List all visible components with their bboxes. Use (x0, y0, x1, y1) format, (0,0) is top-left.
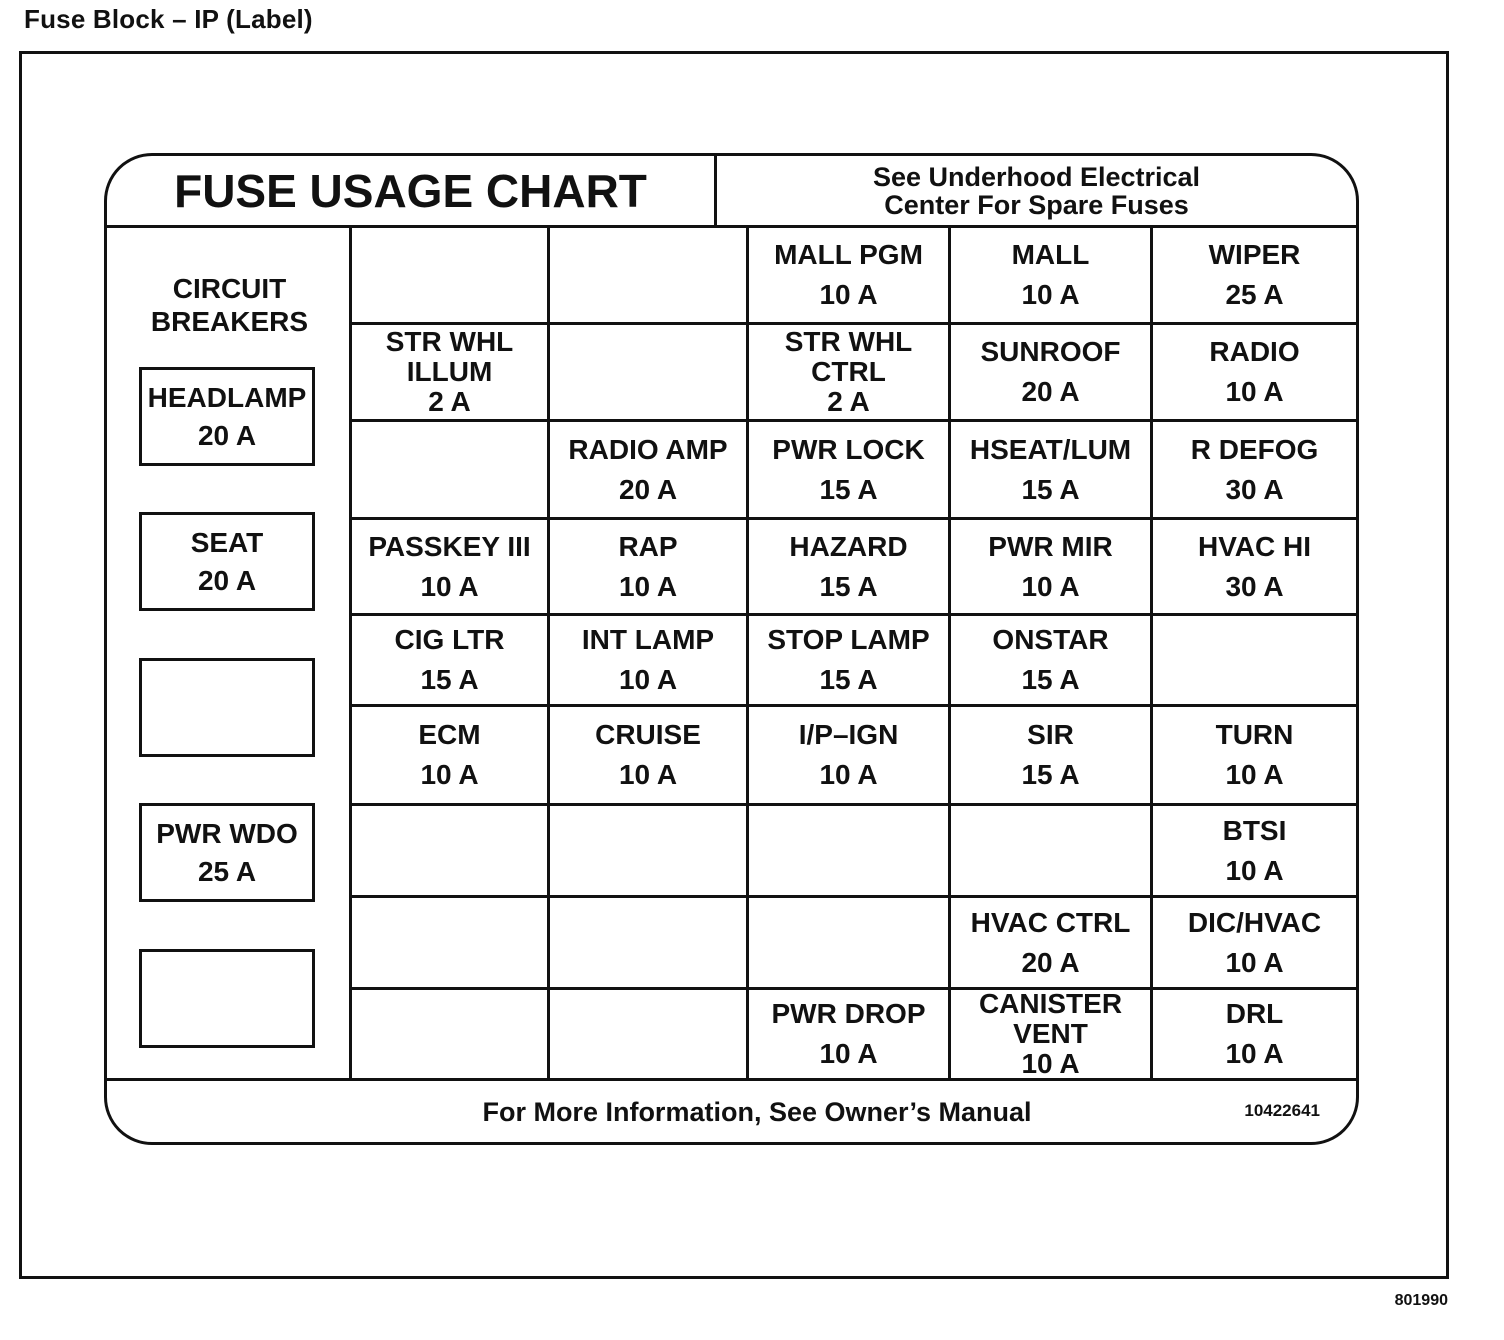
fuse-amp: 10 A (1225, 376, 1284, 407)
fuse-name: SIR (1027, 719, 1074, 750)
fuse-amp: 10 A (819, 1038, 878, 1069)
fuse-slot (1153, 325, 1356, 422)
fuse-name: DIC/HVAC (1187, 906, 1322, 938)
fuse-amp: 10 A (1225, 759, 1284, 790)
fuse-slot (1153, 898, 1356, 990)
fuse-name: PWR DROP (771, 998, 926, 1029)
fuse-slot (749, 898, 951, 990)
label-footer (107, 1078, 1356, 1142)
fuse-amp: 10 A (420, 759, 479, 790)
fuse-slot (550, 990, 749, 1078)
fuse-slot (352, 616, 550, 707)
fuse-name: RADIO AMP (568, 433, 728, 465)
fuse-slot (951, 616, 1153, 707)
fuse-amp: 15 A (819, 570, 878, 602)
fuse-slot (550, 228, 749, 325)
fuse-amp: 15 A (1021, 759, 1080, 790)
fuse-name: CRUISE (595, 719, 701, 750)
fuse-slot (951, 806, 1153, 898)
fuse-name: RADIO (1209, 336, 1300, 367)
breaker-amp: 20 A (197, 564, 257, 596)
fuse-name: INT LAMP (581, 624, 715, 655)
breaker-slot (139, 949, 315, 1048)
fuse-slot (951, 707, 1153, 806)
fuse-slot (1153, 806, 1356, 898)
breaker-amp: 20 A (197, 419, 257, 451)
fuse-label (104, 153, 1359, 1145)
fuse-slot (352, 990, 550, 1078)
fuse-amp: 20 A (618, 473, 678, 505)
fuse-slot (951, 520, 1153, 616)
fuse-amp: 2 A (827, 386, 870, 417)
label-header (107, 156, 1356, 228)
fuse-slot (951, 422, 1153, 520)
fuse-slot (352, 898, 550, 990)
breaker-slot (139, 803, 315, 902)
breaker-slot (139, 658, 315, 757)
fuse-amp: 15 A (819, 473, 878, 505)
fuse-name: HVAC HI (1197, 530, 1312, 562)
note-line-2: Center For Spare Fuses (884, 189, 1189, 220)
fuse-name: HAZARD (789, 530, 908, 562)
fuse-slot (550, 325, 749, 422)
fuse-amp: 15 A (420, 664, 479, 695)
fuse-slot (550, 616, 749, 707)
fuse-name: HSEAT/LUM (969, 433, 1132, 465)
fuse-name: R DEFOG (1190, 433, 1319, 465)
label-part-number: 10422641 (1244, 1101, 1320, 1120)
fuse-name: SUNROOF (980, 336, 1121, 367)
fuse-slot (951, 325, 1153, 422)
fuse-amp: 20 A (1021, 946, 1080, 978)
fuse-slot (749, 228, 951, 325)
fuse-name: PWR LOCK (772, 433, 925, 465)
circuit-breakers-heading (107, 272, 352, 338)
fuse-name: MALL (1011, 239, 1090, 270)
page-title: Fuse Block – IP (Label) (24, 4, 313, 34)
label-title: FUSE USAGE CHART (107, 156, 717, 225)
heading-line-1: CIRCUIT (172, 273, 287, 304)
fuse-name: RAP (618, 530, 678, 562)
fuse-amp: 10 A (1021, 1048, 1080, 1078)
fuse-amp: 30 A (1225, 570, 1284, 602)
fuse-slot (951, 898, 1153, 990)
fuse-slot (749, 616, 951, 707)
fuse-slot (749, 707, 951, 806)
fuse-slot (352, 707, 550, 806)
fuse-amp: 10 A (618, 570, 678, 602)
fuse-slot (951, 990, 1153, 1078)
fuse-name: STR WHL ILLUM (385, 326, 514, 387)
fuse-amp: 10 A (819, 279, 878, 310)
fuse-slot (749, 422, 951, 520)
fuse-amp: 15 A (1021, 473, 1080, 505)
breaker-slot (139, 367, 315, 466)
fuse-name: CIG LTR (394, 624, 505, 655)
fuse-amp: 15 A (1021, 664, 1080, 695)
fuse-slot (550, 898, 749, 990)
breaker-amp: 25 A (197, 855, 257, 887)
breaker-name: PWR WDO (156, 817, 298, 849)
fuse-slot (749, 520, 951, 616)
fuse-name: STR WHL CTRL (784, 326, 913, 387)
fuse-name: PASSKEY III (368, 530, 531, 562)
fuse-amp: 10 A (618, 664, 678, 695)
fuse-name: WIPER (1208, 239, 1301, 270)
fuse-slot (352, 806, 550, 898)
fuse-amp: 10 A (420, 570, 479, 602)
fuse-amp: 2 A (428, 386, 471, 417)
fuse-amp: 10 A (1021, 570, 1080, 602)
breaker-slot (139, 512, 315, 611)
fuse-slot (352, 325, 550, 422)
spare-fuses-note (717, 156, 1356, 225)
fuse-name: DRL (1225, 998, 1284, 1029)
fuse-amp: 10 A (618, 759, 678, 790)
fuse-amp: 10 A (1225, 854, 1284, 886)
fuse-amp: 20 A (1021, 376, 1080, 407)
fuse-name: CANISTER VENT (978, 990, 1123, 1049)
fuse-name: ECM (418, 719, 481, 750)
fuse-amp: 10 A (1225, 946, 1284, 978)
fuse-amp: 15 A (819, 664, 878, 695)
fuse-name: ONSTAR (992, 624, 1109, 655)
fuse-slot (1153, 422, 1356, 520)
circuit-breaker-column (107, 228, 352, 1078)
fuse-slot (550, 422, 749, 520)
fuse-name: BTSI (1222, 814, 1287, 846)
fuse-slot (550, 707, 749, 806)
breaker-name: SEAT (190, 526, 264, 558)
figure-number: 801990 (1394, 1292, 1448, 1309)
fuse-slot (1153, 990, 1356, 1078)
fuse-amp: 10 A (1225, 1038, 1284, 1069)
fuse-amp: 30 A (1225, 473, 1284, 505)
fuse-grid (352, 228, 1356, 1078)
fuse-slot (550, 520, 749, 616)
fuse-slot (951, 228, 1153, 325)
fuse-name: MALL PGM (774, 239, 923, 270)
fuse-slot (749, 325, 951, 422)
fuse-name: STOP LAMP (767, 624, 930, 655)
note-line-1: See Underhood Electrical (872, 161, 1201, 192)
fuse-amp: 10 A (819, 759, 878, 790)
fuse-slot (749, 806, 951, 898)
fuse-name: HVAC CTRL (970, 906, 1131, 938)
fuse-slot (1153, 228, 1356, 325)
fuse-slot (352, 422, 550, 520)
breaker-name: HEADLAMP (147, 381, 307, 413)
fuse-slot (1153, 707, 1356, 806)
fuse-name: TURN (1215, 719, 1294, 750)
heading-line-2: BREAKERS (150, 306, 309, 337)
fuse-amp: 25 A (1225, 279, 1284, 310)
fuse-slot (550, 806, 749, 898)
fuse-slot (1153, 616, 1356, 707)
owners-manual-note: For More Information, See Owner’s Manual (482, 1097, 1032, 1127)
fuse-slot (749, 990, 951, 1078)
fuse-slot (352, 520, 550, 616)
fuse-amp: 10 A (1021, 279, 1080, 310)
fuse-name: I/P–IGN (798, 719, 899, 750)
fuse-name: PWR MIR (988, 530, 1113, 562)
fuse-slot (352, 228, 550, 325)
fuse-slot (1153, 520, 1356, 616)
